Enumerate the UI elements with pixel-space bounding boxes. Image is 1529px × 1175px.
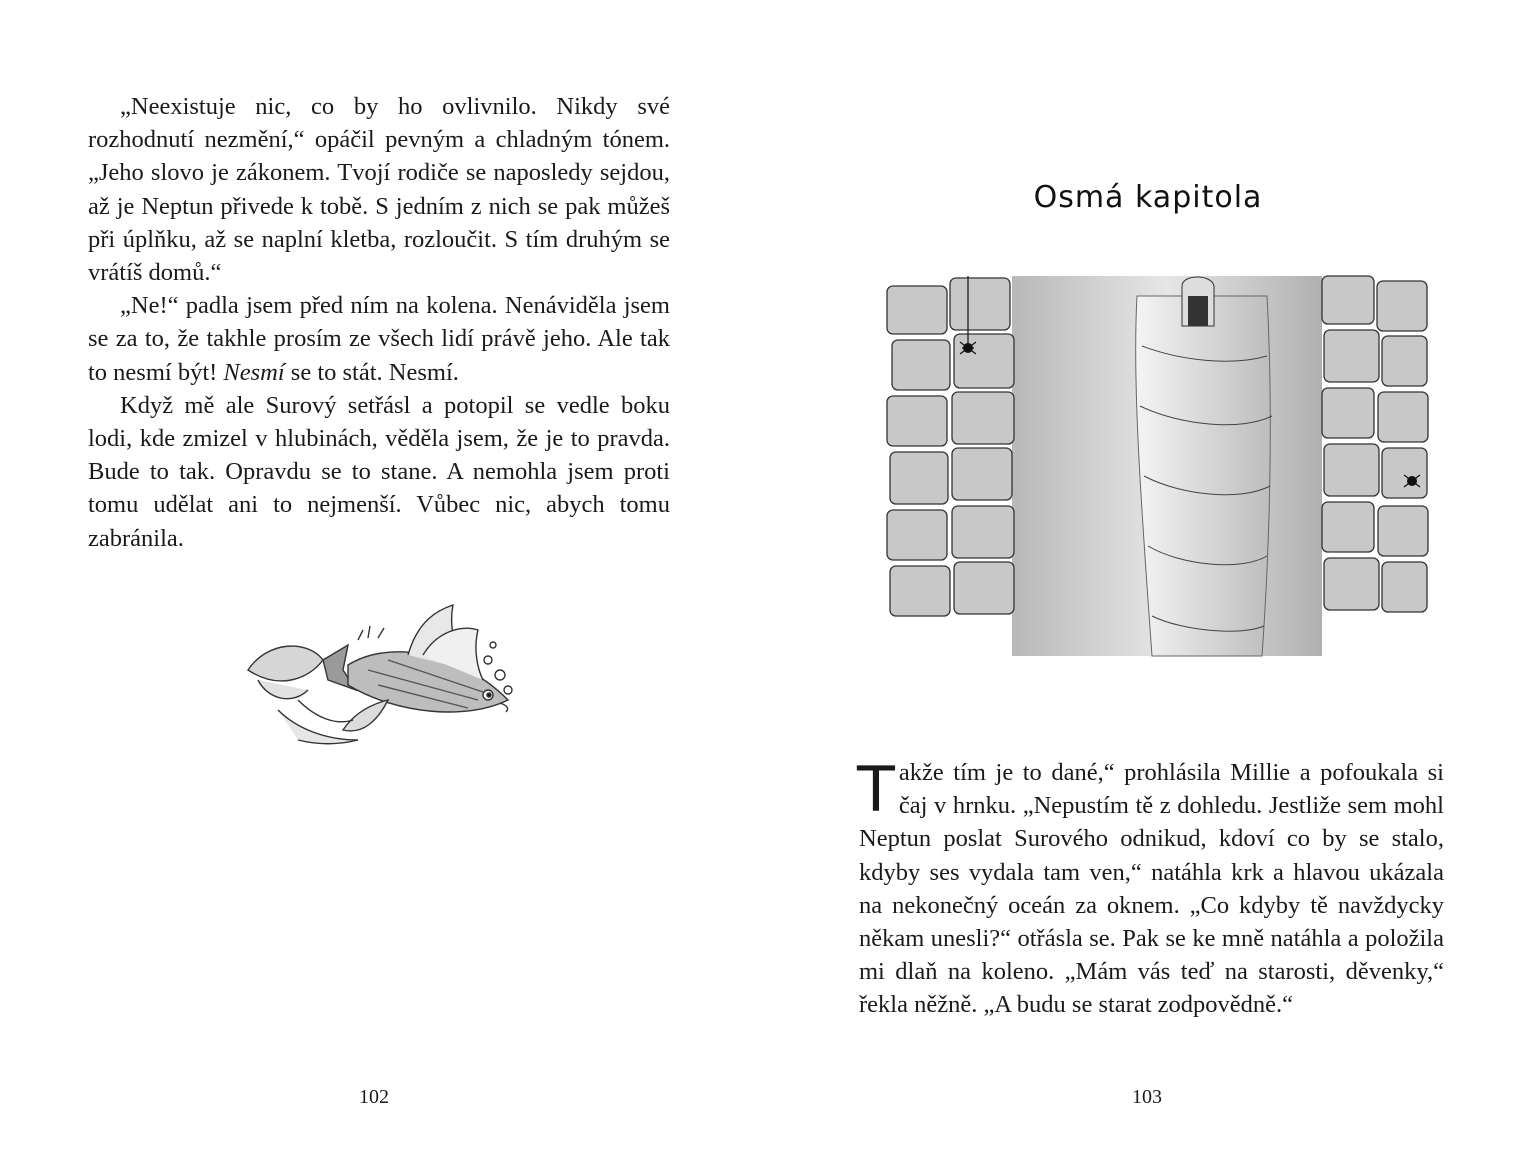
left-page-text xyxy=(88,90,670,555)
paragraph xyxy=(88,289,670,389)
paragraph-text: se to stát. Nesmí. xyxy=(290,358,459,386)
left-page xyxy=(0,0,764,1175)
paragraph: Když mě ale Surový setřásl a potopil se vedle boku lodi, kde zmizel v hlubinách, věděla jsem, že je to pravda. Bude to tak. Opravdu se to stane. A nemohla jsem proti tomu udělat ani to nejmenší. Vůbec nic, abych tomu zabránila. xyxy=(88,391,670,552)
fish-illustration xyxy=(238,600,528,750)
emphasis-text: Nesmí xyxy=(223,358,285,386)
paragraph-text: „Ne!“ padla jsem před ním na kolena. Nenáviděla jsem se za to, že takhle prosím ze všech lidí právě jeho. Ale tak to nesmí být! xyxy=(88,292,670,386)
right-page-text xyxy=(857,753,1444,1022)
tower-illustration xyxy=(882,266,1430,670)
right-page xyxy=(764,0,1529,1175)
paragraph-text: akže tím je to dané,“ prohlásila Millie a pofoukala si čaj v hrnku. „Nepustím tě z dohledu. Jestliže sem mohl Neptun poslat Surového odnikud, kdoví co by se stalo, kdyby ses vydala tam ven,“ natáhla krk a hlavou ukázala na nekonečný oceán za oknem. „Co kdyby tě navždycky někam unesli?“ otřásla se. Pak se ke mně natáhla a položila mi dlaň na koleno. „Mám vás teď na starosti, děvenky,“ řekla něžně. „A budu se starat zodpovědně.“ xyxy=(859,759,1444,1019)
paragraph: „Neexistuje nic, co by ho ovlivnilo. Nikdy své rozhodnutí nezmění,“ opáčil pevným a chladným tónem. „Jeho slovo je zákonem. Tvojí rodiče se naposledy sejdou, až je Neptun přivede k tobě. S jedním z nich se pak můžeš při úplňku, až se naplní kletba, rozloučit. S tím druhým se vrátíš domů.“ xyxy=(88,93,670,287)
page-number: 102 xyxy=(359,1086,389,1108)
paragraph xyxy=(857,753,1444,1022)
page-number: 103 xyxy=(1132,1086,1162,1108)
chapter-title: Osmá kapitola xyxy=(1033,180,1263,215)
drop-cap: T xyxy=(857,753,895,826)
